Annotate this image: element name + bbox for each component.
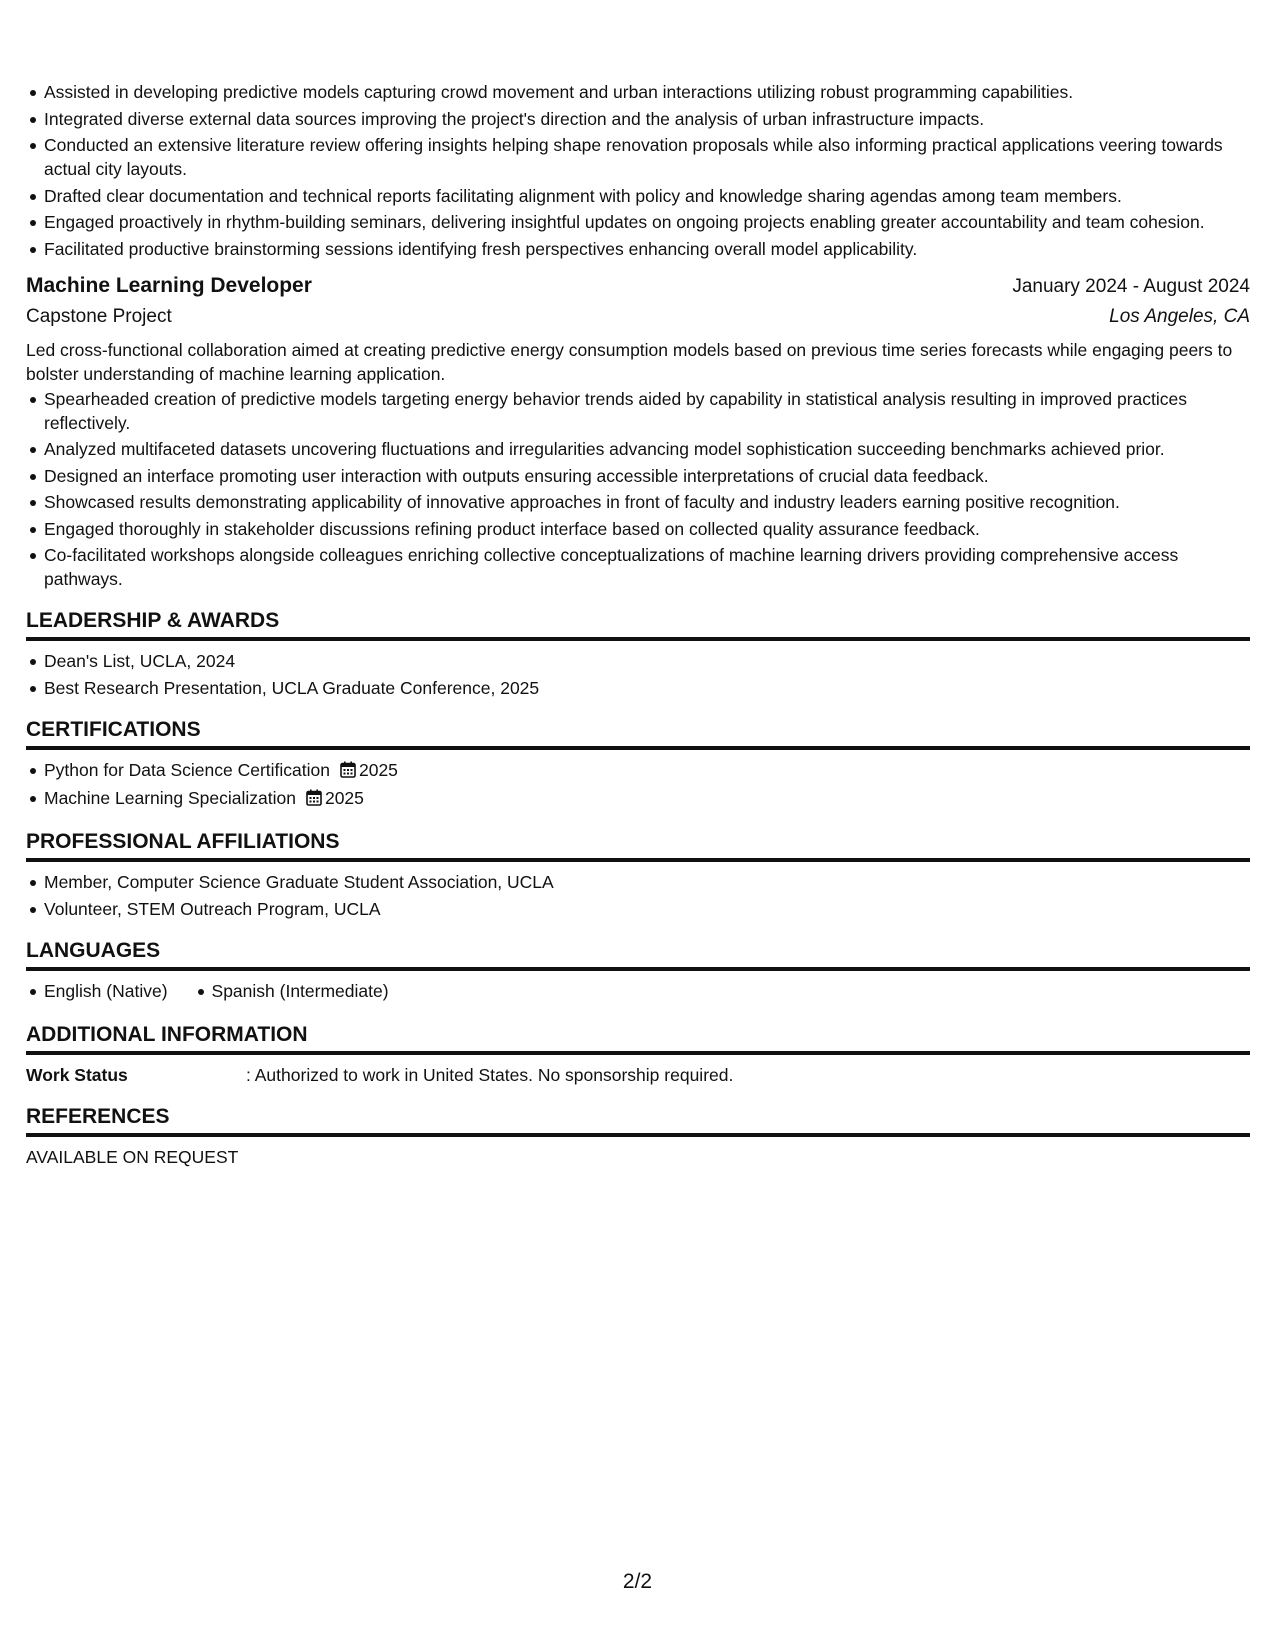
work-status-row [26,1063,1250,1087]
list-item: Designed an interface promoting user interaction with outputs ensuring accessible interpretations of crucial data feedback. [26,464,1250,488]
list-item: Integrated diverse external data sources improving the project's direction and the analysis of urban infrastructure impacts. [26,107,1250,131]
list-item: Volunteer, STEM Outreach Program, UCLA [26,897,1250,921]
job-organization: Capstone Project [26,305,172,327]
calendar-icon [306,788,322,812]
certification-name: Python for Data Science Certification [44,759,330,780]
list-item: Best Research Presentation, UCLA Graduate Conference, 2025 [26,676,1250,700]
list-item: Engaged proactively in rhythm-building seminars, delivering insightful updates on ongoing projects enabling greater accountability and team cohesion. [26,210,1250,234]
languages-list [26,979,1250,1006]
calendar-icon [340,760,356,784]
job-title: Machine Learning Developer [26,273,312,297]
list-item: Showcased results demonstrating applicability of innovative approaches in front of faculty and industry leaders earning positive recognition. [26,490,1250,514]
certification-year: 2025 [358,759,398,780]
page-number: 2/2 [622,1570,653,1593]
language-item: Spanish (Intermediate) [194,979,389,1003]
list-item: Co-facilitated workshops alongside colleagues enriching collective conceptualizations of machine learning drivers providing comprehensive access pathways. [26,543,1250,591]
section-title-languages: LANGUAGES [26,937,1250,971]
list-item: Analyzed multifaceted datasets uncovering fluctuations and irregularities advancing model sophistication succeeding benchmarks achieved prior. [26,437,1250,461]
list-item: Engaged thoroughly in stakeholder discussions refining product interface based on collected quality assurance feedback. [26,517,1250,541]
leadership-list [26,649,1250,700]
section-title-affiliations: PROFESSIONAL AFFILIATIONS [26,828,1250,862]
list-item: Dean's List, UCLA, 2024 [26,649,1250,673]
list-item: Conducted an extensive literature review offering insights helping shape renovation proposals while also informing practical applications veering towards actual city layouts. [26,133,1250,181]
section-title-leadership: LEADERSHIP & AWARDS [26,607,1250,641]
ml-job-entry [26,271,1250,592]
certifications-list [26,758,1250,813]
section-title-references: REFERENCES [26,1103,1250,1137]
affiliations-list [26,870,1250,921]
language-item: English (Native) [26,979,168,1003]
section-title-additional: ADDITIONAL INFORMATION [26,1021,1250,1055]
ml-job-bullets [26,387,1250,592]
list-item: Member, Computer Science Graduate Student Association, UCLA [26,870,1250,894]
previous-job-bullets [26,80,1250,261]
certification-name: Machine Learning Specialization [44,788,296,808]
job-dates: January 2024 - August 2024 [1012,275,1250,297]
job-location: Los Angeles, CA [1109,305,1250,327]
job-summary: Led cross-functional collaboration aimed at creating predictive energy consumption models based on previous time series forecasts while engaging peers to bolster understanding of machine learning application. [26,339,1233,384]
list-item: Spearheaded creation of predictive models targeting energy behavior trends aided by capability in statistical analysis resulting in improved practices reflectively. [26,387,1250,435]
section-title-certifications: CERTIFICATIONS [26,716,1250,750]
references-text: AVAILABLE ON REQUEST [26,1147,239,1167]
list-item: Drafted clear documentation and technical reports facilitating alignment with policy and knowledge sharing agendas among team members. [26,184,1250,208]
certification-year: 2025 [324,788,364,808]
certification-item [26,758,1250,784]
list-item: Assisted in developing predictive models capturing crowd movement and urban interactions utilizing robust programming capabilities. [26,80,1250,104]
work-status-value: : Authorized to work in United States. No sponsorship required. [246,1065,734,1085]
certification-item [26,786,1250,812]
work-status-label: Work Status [26,1065,128,1085]
list-item: Facilitated productive brainstorming sessions identifying fresh perspectives enhancing overall model applicability. [26,237,1250,261]
resume-page [26,80,1250,1169]
